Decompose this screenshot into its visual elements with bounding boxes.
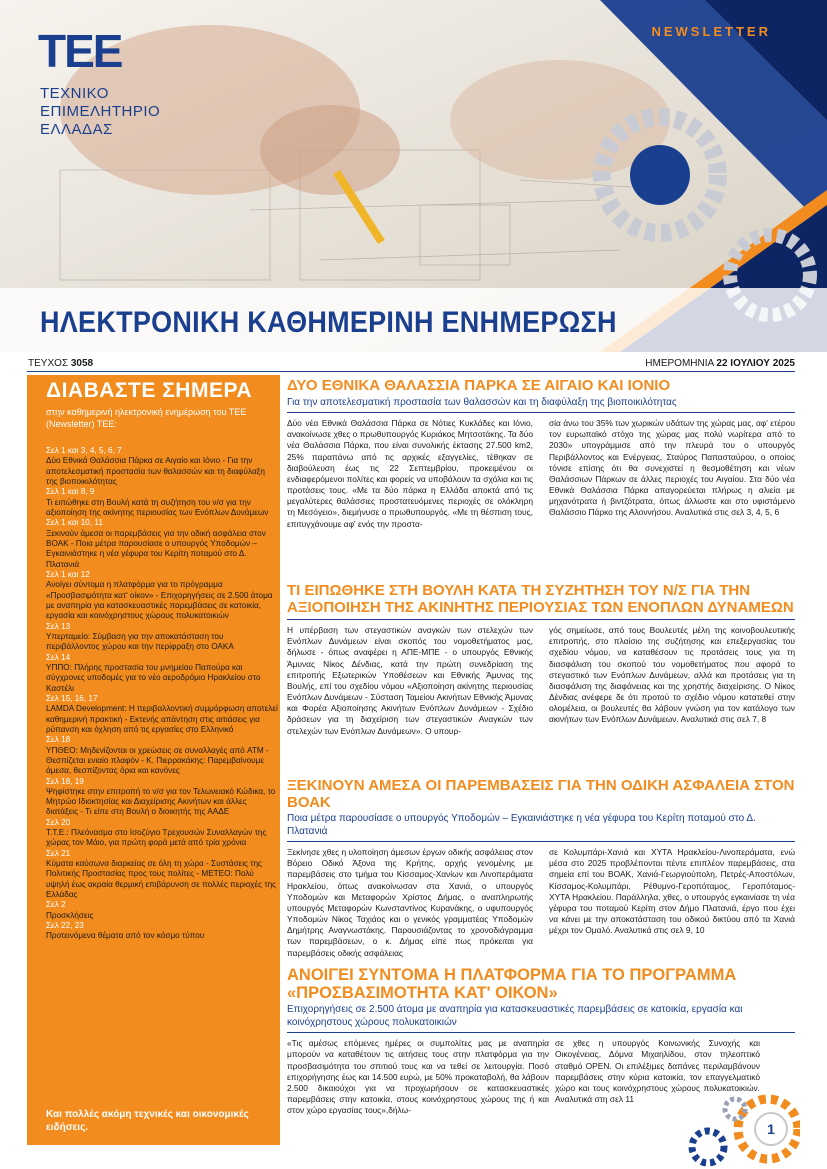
date-info [645,358,795,369]
article-divider [287,619,795,620]
article-column-2: γός σημείωσε, από τους Βουλευτές μέλη της κοινοβουλευτικής επιτροπής, στο πλαίσιο της συζήτησης και επεξεργασίας του σχεδίου νόμου, να καταθέσουν τις προτάσεις τους για τη διασφάλιση του σκοπού του νομοθετήματος που αφορά το στεγαστικό των Ενόπλων Δυνάμεων, αλλά και προτάσεις για τη διασφάλιση της διαφάνειας και της χρηστής διαχείρισης. Ο Νίκος Δένδιας ανέφερε δε ότι προτού το σχέδιο νόμου κατατεθεί στην ολομέλεια, οι βουλευτές θα λάβουν γνώση για τον κατάλογο των ακινήτων των Ενόπλων Δυνάμεων. Αναλυτικά στις σελ 7, 8 [549,625,795,725]
article-divider [287,1032,795,1033]
sidebar-footer: Και πολλές ακόμη τεχνικές και οικονομικές ειδήσεις. [46,1109,249,1133]
issue-number: 3058 [70,358,94,369]
org-name-line-1: ΤΕΧΝΙΚΟ [40,85,109,102]
sidebar-item-page: Σελ 1 και 3, 4, 5, 6, 7 [46,446,122,455]
sidebar-item-text[interactable]: Ανοίγει σύντομα η πλατφόρμα για το πρόγραμμα «Προσβασιμότητα κατ' οίκον» - Επιχορηγήσεις σε 2.500 άτομα με αναπηρία για κατασκευαστικές παρεμβάσεις σε κατοικία, εργασία και κοινόχρηστους χώρους πολυκατοικιών [46,580,273,621]
header-photo [0,0,827,352]
date-label: ΗΜΕΡΟΜΗΝΙΑ [645,358,714,369]
sidebar-item-text[interactable]: Προτεινόμενα θέματα από τον κόσμο τύπου [46,931,205,941]
sidebar-item-text[interactable]: LAMDA Development: Η περιβαλλοντική συμμόρφωση αποτελεί καθημερινή πρακτική - Εκτενής απάντηση στις αιτιάσεις για ρύπανση και όχληση από τις εργασίες στο Ελληνικό [46,704,278,734]
header-banner [0,0,827,352]
article-column-2: σε χθες η υπουργός Κοινωνικής Συνοχής και Οικογένειας, Δόμνα Μιχαηλίδου, στον τηλεοπτικό σταθμό OPEN. Οι επιλέξιμες δαπάνες περιλαμβάνουν παρεμβάσεις στην κύρια κατοικία, τον επαγγελματικό χώρο και τους κοινόχρηστους χώρους πολυκατοικιών. Αναλυτικά στη σελ 11 [555,1038,760,1105]
article-divider [287,841,795,842]
sidebar-item-page: Σελ 15, 16, 17 [46,693,98,703]
sidebar-item-page: Σελ 18, 19 [46,776,84,786]
sidebar-item-page: Σελ 21 [46,848,71,858]
article-subtitle: Ποια μέτρα παρουσίασε ο υπουργός Υποδομών – Εγκαινιάστηκε η νέα γέφυρα του Κερίτη ποταμού στο Δ. Πλατανιά [287,813,756,837]
sidebar-item-text[interactable]: Τ.Τ.Ε.: Πλεόνασμα στο Ισοζύγιο Τρεχουσών Συναλλαγών της χώρας τον Μάιο, για πρώτη φορά μετά από τρία χρόνια [46,828,267,848]
tee-logo: ΤΕΕ [38,25,122,77]
sidebar-item-text[interactable]: Ψηφίστηκε στην επιτροπή το ν/σ για τον Τελωνειακό Κώδικα, το Μητρώο Ιδιοκτησίας και Διαχείρισης Ακινήτων και άλλες διατάξεις - Τι είπε στη Βουλή ο διοικητής της ΑΑΔΕ [46,786,276,817]
sidebar-item-text[interactable]: Κύματα καύσωνα διαρκείας σε όλη τη χώρα - Συστάσεις της Πολιτικής Προστασίας προς τους πολίτες - ΜΕΤΕΟ: Πολύ υψηλή έως ακραία θερμική επιβάρυνση σε πολλές περιοχές της Ελλάδας [46,859,277,900]
sidebar-item-page: Σελ 22, 23 [46,921,84,931]
article-column-1: Δύο νέα Εθνικά Θαλάσσια Πάρκα σε Νότιες Κυκλάδες και Ιόνιο, ανακοίνωσε χθες ο πρωθυπουργός Κυριάκος Μητσοτάκης. Τα δύο νέα Θαλάσσια Πάρκα, που είναι συνολικής έκτασης 27.500 km2, 25% παραπάνω από τις αρχικές εξαγγελίες, τέθηκαν σε διαβούλευση έως τις 22 Σεπτεμβρίου, προκειμένου οι ενδιαφερόμενοι πολίτες και φορείς να υποβάλουν τα σχόλια και τις προτάσεις τους. «Με τα δύο πάρκα η Ελλάδα αποκτά από τις μεγαλύτερες θαλάσσιες προστατευόμενες περιοχές σε ολόκληρη τη Μεσόγειο», διεμήνυσε ο πρωθυπουργός. «Με τη θέσπιση τους, επιτυγχάνουμε αφ' ενός την προστα- [287,418,533,529]
sidebar-item-text[interactable]: Προσκλήσεις [46,910,94,920]
article-column-2: σε Κολυμπάρι-Χανιά και ΧΥΤΑ Ηρακλείου-Λινοπεράματα, ενώ μέσα στο 2025 προβλέπονται πέντε επιπλέον παρεμβάσεις, στα σημεία επί του ΒΟΑΚ, Χανιά-Γεωργιούπολη, Πετρές-Αποστόλων, Κίσσαμος-Κολυμπάρι, Ρέθυμνο-Γεροπόταμος, Γεροπόταμος-ΧΥΤΑ Ηρακλείου. Παράλληλα, χθες, ο υπουργός εγκαινίασε τη νέα γέφυρα του ποταμού Κερίτη στον Δήμο Πλατανιά, έργο που έχει να κάνει με την αποκατάσταση του οδικού δικτύου από τα Χανιά μέχρι τον Ομαλό. Αναλυτικά στις σελ 9, 10 [549,847,795,936]
article-title[interactable]: ΔΥΟ ΕΘΝΙΚΑ ΘΑΛΑΣΣΙΑ ΠΑΡΚΑ ΣΕ ΑΙΓΑΙΟ ΚΑΙ ΙΟΝΙΟ [287,377,671,394]
sidebar-item-page: Σελ 1 και 12 [46,569,90,579]
article-divider [287,412,795,413]
article-column-2: σία άνω του 35% των χωρικών υδάτων της χώρας μας, αφ' ετέρου τον ευρωπαϊκό στόχο της χώρας μας πολύ νωρίτερα από το 2030» υπογράμμισε από την πλευρά του ο υπουργός Περιβάλλοντος και Ενέργειας, Σταύρος Παπασταύρου, ο οποίος τόνισε επίσης ότι θα συνεχιστεί η θεσμοθέτηση και νέων Θαλάσσιων Πάρκων σε άλλες περιοχές του Αιγαίου. Στα δύο νέα Εθνικά Θαλάσσια Πάρκα απαγορεύεται πλήρως η αλιεία με μηχανότρατα ή βιντζότρατα, όπως άλλωστε και στο υφιστάμενο Θαλάσσιο Πάρκο της Αλοννήσου. Αναλυτικά στις σελ 3, 4, 5, 6 [549,418,795,518]
newsletter-label: NEWSLETTER [651,24,771,39]
sidebar-item-text[interactable]: Ξεκινούν άμεσα οι παρεμβάσεις για την οδική ασφάλεια στον ΒΟΑΚ - Ποια μέτρα παρουσίασε ο υπουργός Υποδομών – Εγκαινιάστηκε η νέα γέφυρα του Κερίτη ποταμού στο Δ. Πλατανιά [46,528,266,569]
article-column-1: Η υπέρβαση των στεγαστικών αναγκών των στελεχών των Ενόπλων Δυνάμεων είναι σκοπός του νομοθετήματος μας, δήλωσε - όπως αναφέρει η ΑΠΕ-ΜΠΕ - ο υπουργός Εθνικής Άμυνας Νίκος Δένδιας, κατά την πρώτη συνεδρίαση της επιτροπής Εξωτερικών Υποθέσεων και Εθνικής Άμυνας της Βουλής, επί του σχεδίου νόμου «Αξιοποίηση ακίνητης περιουσίας Ενόπλων Δυνάμεων - Σύσταση Ταμείου Ακινήτων Εθνικής Άμυνας και Φορέα Αξιοποίησης Ακινήτων Ενόπλων Δυνάμεων - Σχέδιο δράσεων για τη διαχείριση των στεγαστικών Αναγκών των στελεχών των Ενόπλων Δυνάμεων». Ο υπουρ- [287,625,533,736]
sidebar-title: ΔΙΑΒΑΣΤΕ ΣΗΜΕΡΑ [46,379,253,402]
read-today-sidebar [27,375,280,1145]
article-subtitle: Για την αποτελεσματική προστασία των θαλασσών και τη διαφύλαξη της βιοποικιλότητας [287,396,677,408]
page-title: ΗΛΕΚΤΡΟΝΙΚΗ ΚΑΘΗΜΕΡΙΝΗ ΕΝΗΜΕΡΩΣΗ [40,306,617,339]
article-column-1: Ξεκίνησε χθες η υλοποίηση άμεσων έργων οδικής ασφάλειας στον Βόρειο Οδικό Άξονα της Κρήτης, αρχής γενομένης με παρεμβάσεις στο τμήμα του Κίσσαμος-Χανίων και Λινοπεράματα Ηρακλείου, όπως ανακοίνωσαν στα Χανιά, ο υπουργός Υποδομών και Μεταφορών Χρίστος Δήμας, ο αναπληρωτής υπουργός Μεταφορών Κωνσταντίνος Κυρανάκης, ο υφυπουργός Υποδομών Νίκος Ταχιάος και ο γενικός γραμματέας Υποδομών Δημήτρης Αναγνωστάκης. Παρουσιάζοντας το χρονοδιάγραμμα των παρεμβάσεων, ο κ. Δήμας είπε πως πρόκειται για παρεμβάσεις οδικής ασφάλειας [287,847,533,958]
article-title[interactable]: ΑΝΟΙΓΕΙ ΣΥΝΤΟΜΑ Η ΠΛΑΤΦΟΡΜΑ ΓΙΑ ΤΟ ΠΡΟΓΡΑΜΜΑ «ΠΡΟΣΒΑΣΙΜΟΤΗΤΑ ΚΑΤ' ΟΙΚΟΝ» [287,966,737,1003]
sidebar-item-page: Σελ 13 [46,621,71,631]
header-divider [27,371,795,372]
article-boak-road-safety [287,778,795,959]
sidebar-subtitle: στην καθημερινή ηλεκτρονική ενημέρωση του ΤΕΕ (Newsletter) ΤΕΕ: [46,407,247,429]
article-title[interactable]: ΤΙ ΕΙΠΩΘΗΚΕ ΣΤΗ ΒΟΥΛΗ ΚΑΤΑ ΤΗ ΣΥΖΗΤΗΣΗ ΤΟΥ Ν/Σ ΓΙΑ ΤΗΝ ΑΞΙΟΠΟΙΗΣΗ ΤΗΣ ΑΚΙΝΗΤΗΣ ΠΕΡΙΟΥΣΙΑΣ ΤΩΝ ΕΝΟΠΛΩΝ ΔΥΝΑΜΕΩΝ [287,582,794,616]
page-number: 1 [754,1112,788,1146]
sidebar-item-page: Σελ 14 [46,652,71,662]
sidebar-item-text[interactable]: ΥΠΘΕΟ: Μηδενίζονται οι χρεώσεις σε συναλλαγές από ATM - Θεσπίζεται ενιαίο πλαφόν - Κ. Πιερρακάκης: Παρεμβαίνουμε άμεσα, θεσπίζοντας όρια και κανόνες [46,745,269,776]
date-value: 22 ΙΟΥΛΙΟΥ 2025 [716,358,795,369]
article-column-1: «Τις αμέσως επόμενες ημέρες οι συμπολίτες μας με αναπηρία μπορούν να καταθέτουν τις αιτήσεις τους στην πλατφόρμα για την προσβασιμότητα του σπιτιού τους και να τεθεί σε λειτουργία. Ποσό επιχορήγησης έως και 14.500 ευρώ, με 50% προκαταβολή, θα λάβουν 2.500 δικαιούχοι για να προχωρήσουν σε κατασκευαστικές παρεμβάσεις στην κατοικία, στους κοινόχρηστους χώρους της ή και στον χώρο εργασίας τους»,δήλω- [287,1038,549,1116]
article-marine-parks [287,378,795,530]
sidebar-item-text[interactable]: Δύο Εθνικά Θαλάσσια Πάρκα σε Αιγαίο και Ιόνιο - Για την αποτελεσματική προστασία των θαλασσών και τη διαφύλαξη της βιοποικιλότητας [46,456,265,486]
issue-info [28,358,93,369]
sidebar-item-page: Σελ 20 [46,817,71,827]
org-name-line-3: ΕΛΛΑΔΑΣ [40,121,113,138]
article-armed-forces-property [287,583,795,737]
sidebar-item-page: Σελ 1 και 10, 11 [46,518,103,528]
sidebar-item-text[interactable]: Τι ειπώθηκε στη Βουλή κατά τη συζήτηση του ν/σ για την αξιοποίηση της ακίνητης περιουσίας των Ενόπλων Δυνάμεων [46,497,269,517]
sidebar-item-page: Σελ 1 και 8, 9 [46,487,95,497]
org-name-line-2: ΕΠΙΜΕΛΗΤΗΡΙΟ [40,103,161,120]
article-title[interactable]: ΞΕΚΙΝΟΥΝ ΑΜΕΣΑ ΟΙ ΠΑΡΕΜΒΑΣΕΙΣ ΓΙΑ ΤΗΝ ΟΔΙΚΗ ΑΣΦΑΛΕΙΑ ΣΤΟΝ ΒΟΑΚ [287,777,795,811]
sidebar-item-text[interactable]: ΥΠΠΟ: Πλήρης προστασία του μνημείου Παπούρα και σύγχρονες υποδομές για το νέο αεροδρόμιο Ηρακλείου στο Καστέλι [46,662,261,693]
sidebar-item-page: Σελ 18 [46,735,71,745]
article-subtitle: Επιχορηγήσεις σε 2.500 άτομα με αναπηρία για κατασκευαστικές παρεμβάσεις σε κατοικία, εργασία και κοινόχρηστους χώρους πολυκατοικιών [287,1004,743,1028]
sidebar-item-page: Σελ 2 [46,900,66,910]
sidebar-item-text[interactable]: Υπερταμείο: Σύμβαση για την αποκατάσταση του περιβάλλοντος χώρου και την περίφραξη στο ΟΑΚΑ [46,631,234,652]
sidebar-list [46,446,278,942]
issue-label: ΤΕΥΧΟΣ [28,358,69,369]
